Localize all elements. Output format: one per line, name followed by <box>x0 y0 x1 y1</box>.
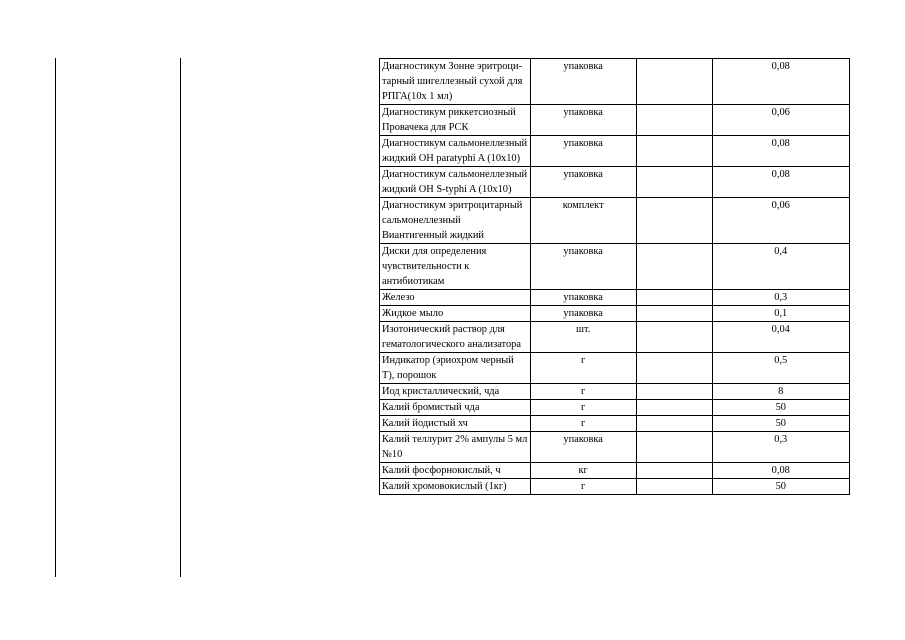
empty-cell <box>636 290 712 306</box>
item-quantity: 8 <box>712 384 849 400</box>
table-row <box>380 244 850 290</box>
item-name: Диагностикум Зонне эритроци-тарный шигеллезный сухой для РПГА(10х 1 мл) <box>380 59 531 105</box>
empty-cell <box>636 322 712 353</box>
left-column-rule <box>55 58 56 577</box>
item-quantity: 0,08 <box>712 59 849 105</box>
table-row <box>380 105 850 136</box>
item-unit: г <box>530 479 636 495</box>
item-unit: упаковка <box>530 105 636 136</box>
item-quantity: 0,1 <box>712 306 849 322</box>
table-row <box>380 59 850 105</box>
item-name: Иод кристаллический, чда <box>380 384 531 400</box>
empty-cell <box>636 136 712 167</box>
item-name: Диагностикум эритроцитарный сальмонеллезный Виантигенный жидкий <box>380 198 531 244</box>
item-quantity: 0,3 <box>712 432 849 463</box>
item-unit: шт. <box>530 322 636 353</box>
item-unit: г <box>530 353 636 384</box>
item-quantity: 0,08 <box>712 463 849 479</box>
empty-cell <box>636 479 712 495</box>
item-name: Железо <box>380 290 531 306</box>
empty-cell <box>636 353 712 384</box>
item-quantity: 0,3 <box>712 290 849 306</box>
supplies-table-body <box>380 59 850 495</box>
empty-cell <box>636 384 712 400</box>
item-unit: упаковка <box>530 306 636 322</box>
table-row <box>380 416 850 432</box>
item-unit: упаковка <box>530 136 636 167</box>
item-name: Диагностикум риккетсиозный Провачека для РСК <box>380 105 531 136</box>
item-quantity: 0,08 <box>712 167 849 198</box>
item-name: Калий теллурит 2% ампулы 5 мл №10 <box>380 432 531 463</box>
item-unit: упаковка <box>530 290 636 306</box>
item-unit: упаковка <box>530 244 636 290</box>
table-row <box>380 353 850 384</box>
table-row <box>380 198 850 244</box>
item-quantity: 0,4 <box>712 244 849 290</box>
item-name: Калий бромистый чда <box>380 400 531 416</box>
item-quantity: 50 <box>712 416 849 432</box>
empty-cell <box>636 463 712 479</box>
item-quantity: 0,5 <box>712 353 849 384</box>
table-row <box>380 384 850 400</box>
item-unit: упаковка <box>530 59 636 105</box>
item-name: Диагностикум сальмонеллезный жидкий ОН S-typhi A (10х10) <box>380 167 531 198</box>
item-name: Диагностикум сальмонеллезный жидкий ОН paratyphi A (10х10) <box>380 136 531 167</box>
empty-cell <box>636 416 712 432</box>
table-row <box>380 136 850 167</box>
item-unit: г <box>530 400 636 416</box>
table-row <box>380 463 850 479</box>
item-name: Калий хромовокислый (1кг) <box>380 479 531 495</box>
empty-cell <box>636 198 712 244</box>
table-row <box>380 479 850 495</box>
table-row <box>380 306 850 322</box>
item-quantity: 0,06 <box>712 198 849 244</box>
item-unit: комплект <box>530 198 636 244</box>
item-unit: упаковка <box>530 432 636 463</box>
item-quantity: 50 <box>712 479 849 495</box>
item-name: Изотонический раствор для гематологического анализатора <box>380 322 531 353</box>
table-row <box>380 322 850 353</box>
empty-cell <box>636 244 712 290</box>
item-name: Диски для определения чувствительности к антибиотикам <box>380 244 531 290</box>
table-row <box>380 400 850 416</box>
empty-cell <box>636 400 712 416</box>
empty-cell <box>636 432 712 463</box>
item-unit: г <box>530 416 636 432</box>
item-quantity: 0,04 <box>712 322 849 353</box>
table-row <box>380 167 850 198</box>
table-row <box>380 290 850 306</box>
item-unit: упаковка <box>530 167 636 198</box>
item-name: Калий фосфорнокислый, ч <box>380 463 531 479</box>
empty-cell <box>636 105 712 136</box>
item-name: Калий йодистый хч <box>380 416 531 432</box>
item-unit: г <box>530 384 636 400</box>
table-row <box>380 432 850 463</box>
empty-cell <box>636 306 712 322</box>
empty-cell <box>636 59 712 105</box>
item-quantity: 0,08 <box>712 136 849 167</box>
item-name: Индикатор (эриохром черный Т), порошок <box>380 353 531 384</box>
empty-cell <box>636 167 712 198</box>
item-name: Жидкое мыло <box>380 306 531 322</box>
item-unit: кг <box>530 463 636 479</box>
second-column-rule <box>180 58 181 577</box>
supplies-table <box>379 58 850 495</box>
item-quantity: 0,06 <box>712 105 849 136</box>
item-quantity: 50 <box>712 400 849 416</box>
